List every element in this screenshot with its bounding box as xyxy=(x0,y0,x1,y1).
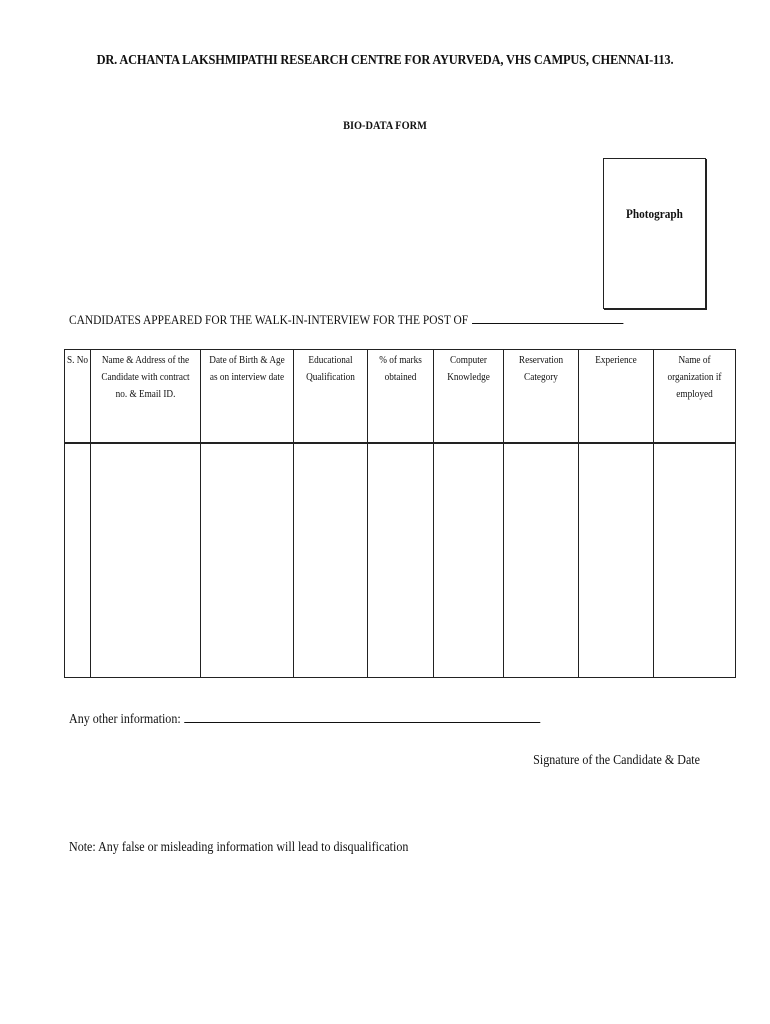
table-cell-sno[interactable] xyxy=(65,443,91,678)
table-cell-name-address[interactable] xyxy=(91,443,201,678)
form-title: BIO-DATA FORM xyxy=(343,120,427,132)
column-header-name-address: Name & Address of the Candidate with contract no. & Email ID. xyxy=(91,350,201,444)
column-header-computer: Computer Knowledge xyxy=(434,350,504,444)
table-cell-experience[interactable] xyxy=(579,443,654,678)
post-prompt: CANDIDATES APPEARED FOR THE WALK-IN-INTERVIEW FOR THE POST OF xyxy=(69,312,469,327)
column-header-sno: S. No xyxy=(65,350,91,444)
institution-heading: DR. ACHANTA LAKSHMIPATHI RESEARCH CENTRE FOR AYURVEDA, VHS CAMPUS, CHENNAI-113. xyxy=(96,52,674,67)
table-cell-organization[interactable] xyxy=(654,443,736,678)
post-line xyxy=(69,312,623,328)
table-cell-marks[interactable] xyxy=(368,443,434,678)
column-header-experience: Experience xyxy=(579,350,654,444)
column-header-dob-age: Date of Birth & Age as on interview date xyxy=(201,350,294,444)
table-header-row xyxy=(65,350,736,444)
other-info-line xyxy=(69,710,540,728)
table-cell-education[interactable] xyxy=(294,443,368,678)
bio-data-table xyxy=(64,349,736,678)
column-header-reservation: Reservation Category xyxy=(504,350,579,444)
other-info-blank-field[interactable] xyxy=(184,710,540,723)
post-blank-field[interactable] xyxy=(472,312,623,324)
photograph-box xyxy=(603,158,706,309)
column-header-organization: Name of organization if employed xyxy=(654,350,736,444)
table-cell-computer[interactable] xyxy=(434,443,504,678)
photograph-label: Photograph xyxy=(626,207,683,221)
other-info-label: Any other information: xyxy=(69,712,181,727)
table-row xyxy=(65,443,736,678)
table-cell-reservation[interactable] xyxy=(504,443,579,678)
table-cell-dob-age[interactable] xyxy=(201,443,294,678)
signature-label: Signature of the Candidate & Date xyxy=(533,753,700,768)
column-header-marks: % of marks obtained xyxy=(368,350,434,444)
column-header-education: Educational Qualification xyxy=(294,350,368,444)
disqualification-note: Note: Any false or misleading information will lead to disqualification xyxy=(69,840,409,855)
